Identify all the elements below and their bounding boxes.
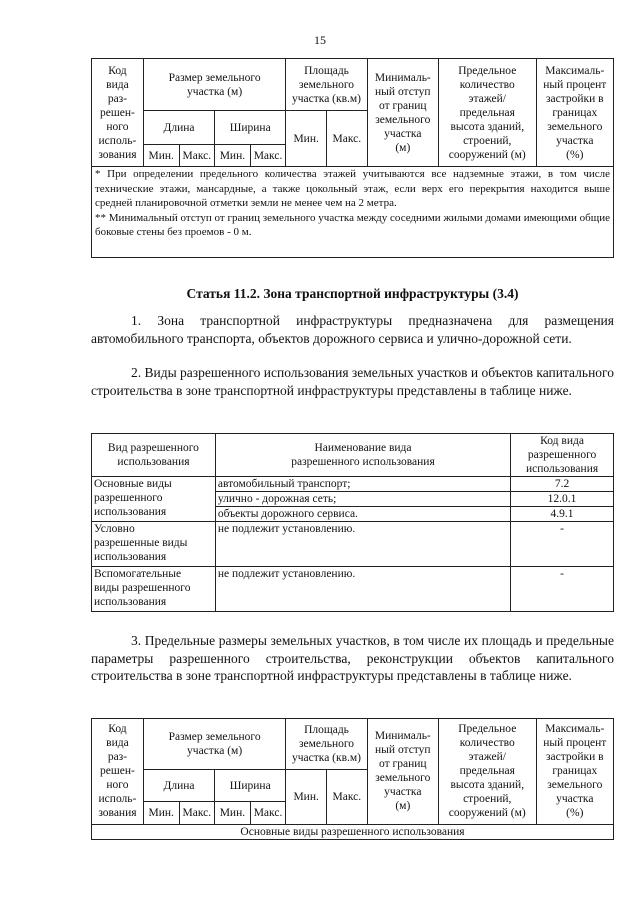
table-row [92, 477, 614, 492]
length-max-header: Макс. [179, 145, 215, 167]
conditional-uses-label: Условно разрешенные виды использования [92, 522, 216, 567]
code-header: Код вида раз- решен- ного исполь- зования [92, 59, 144, 167]
table-row [92, 522, 614, 567]
width-max-header: Макс. [250, 802, 286, 824]
area-min-header: Мин. [286, 111, 327, 167]
permitted-uses-table [91, 433, 614, 612]
main-uses-label: Основные виды разрешенного использования [92, 477, 216, 522]
main-uses-section-row: Основные виды разрешенного использования [92, 824, 614, 839]
length-min-header: Мин. [143, 802, 179, 824]
area-max-header: Макс. [327, 111, 368, 167]
note-floors: * При определении предельного количества этажей учитываются все надземные этажи, в том числе технические этажи, мансардные, а также цокольный этаж, если верх его перекрытия находится выше средней планировочной отметки земли не менее чем на 2 метра. [95, 168, 610, 209]
note-setback: ** Минимальный отступ от границ земельного участка между соседними жилыми домами имеющими общие боковые стены без проемов - 0 м. [95, 211, 610, 238]
paragraph-2: 2. Виды разрешенного использования земельных участков и объектов капитального строительства в зоне транспортной инфраструктуры представлены в таблице ниже. [91, 365, 614, 398]
floors-header: Предельное количество этажей/ предельная высота зданий, строений, сооружений (м) [438, 719, 536, 825]
table-row [92, 567, 614, 612]
floors-header: Предельное количество этажей/ предельная высота зданий, строений, сооружений (м) [438, 59, 536, 167]
width-header: Ширина [215, 111, 286, 145]
params-table-top [91, 58, 614, 258]
coverage-header: Максималь- ный процент застройки в границах земельного участка (%) [536, 719, 613, 825]
use-code: - [511, 522, 614, 567]
size-header: Размер земельного участка (м) [143, 719, 285, 770]
length-header: Длина [143, 769, 214, 802]
length-min-header: Мин. [143, 145, 179, 167]
use-code: 7.2 [511, 477, 614, 492]
table-notes [92, 167, 614, 258]
length-max-header: Макс. [179, 802, 215, 824]
use-code: 4.9.1 [511, 507, 614, 522]
paragraph-1: 1. Зона транспортной инфраструктуры предназначена для размещения автомобильного транспорта, объектов дорожного сервиса и улично-дорожной сети. [91, 313, 614, 346]
use-code: - [511, 567, 614, 612]
uses-type-header: Вид разрешенного использования [92, 434, 216, 477]
page-number: 15 [314, 33, 326, 47]
width-min-header: Мин. [215, 802, 251, 824]
setback-header: Минималь- ный отступ от границ земельного участка (м) [367, 719, 438, 825]
params-table-bottom [91, 718, 614, 840]
length-header: Длина [143, 111, 214, 145]
coverage-header: Максималь- ный процент застройки в границах земельного участка (%) [536, 59, 613, 167]
code-header: Код вида раз- решен- ного исполь- зования [92, 719, 144, 825]
use-name: не подлежит установлению. [215, 567, 510, 612]
area-min-header: Мин. [286, 769, 327, 824]
auxiliary-uses-label: Вспомогательные виды разрешенного использования [92, 567, 216, 612]
use-name: улично - дорожная сеть; [215, 492, 510, 507]
use-name: объекты дорожного сервиса. [215, 507, 510, 522]
size-header: Размер земельного участка (м) [143, 59, 285, 111]
use-name: автомобильный транспорт; [215, 477, 510, 492]
area-header: Площадь земельного участка (кв.м) [286, 719, 367, 770]
area-max-header: Макс. [327, 769, 368, 824]
paragraph-3: 3. Предельные размеры земельных участков, в том числе их площадь и предельные параметры разрешенного строительства, реконструкции объектов капитального строительства в зоне транспортной инфраструктуры представлены в таблице ниже. [91, 633, 614, 683]
setback-header: Минималь- ный отступ от границ земельного участка (м) [367, 59, 438, 167]
uses-code-header: Код вида разрешенного использования [511, 434, 614, 477]
article-heading: Статья 11.2. Зона транспортной инфраструктуры (3.4) [186, 286, 519, 301]
use-code: 12.0.1 [511, 492, 614, 507]
width-max-header: Макс. [250, 145, 286, 167]
width-header: Ширина [215, 769, 286, 802]
width-min-header: Мин. [215, 145, 251, 167]
use-name: не подлежит установлению. [215, 522, 510, 567]
uses-name-header: Наименование вида разрешенного использования [215, 434, 510, 477]
area-header: Площадь земельного участка (кв.м) [286, 59, 367, 111]
